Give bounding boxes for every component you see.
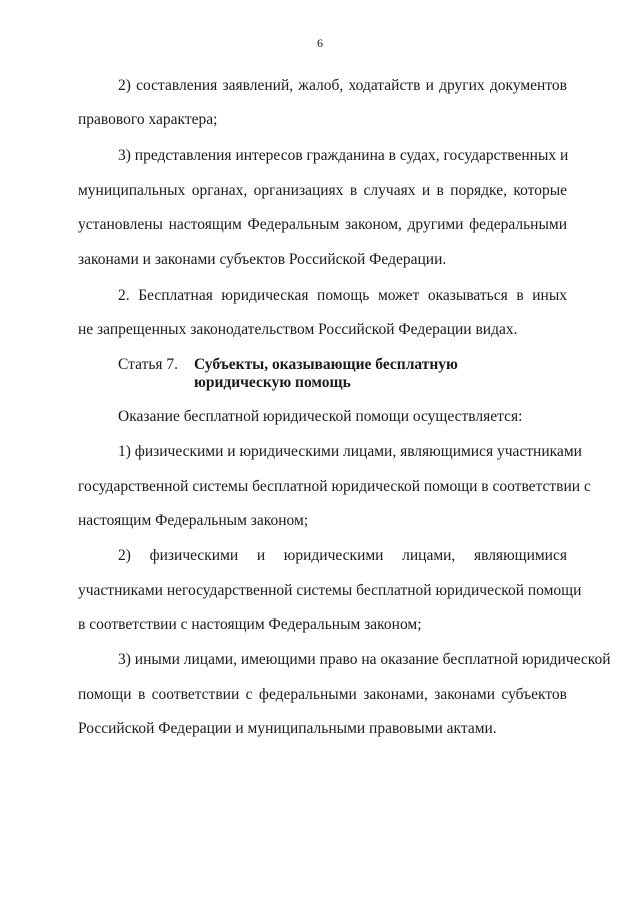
text-line: установлены настоящим Федеральным законом, другими федеральными [78,216,567,233]
text-line: 2) физическими и юридическими лицами, являющимися [118,547,567,564]
article-title-line: юридическую помощь [194,374,351,391]
text-line: не запрещенных законодательством Российской Федерации видах. [78,321,518,338]
text-line: Оказание бесплатной юридической помощи осуществляется: [118,408,523,425]
text-line: 1) физическими и юридическими лицами, являющимися участниками [118,443,582,460]
text-line: 3) иными лицами, имеющими право на оказание бесплатной юридической [118,651,611,668]
text-line: муниципальных органах, организациях в случаях и в порядке, которые [78,182,567,199]
article-number: Статья 7. [118,356,179,373]
text-line: в соответствии с настоящим Федеральным законом; [78,616,422,633]
text-line: государственной системы бесплатной юридической помощи в соответствии с [78,478,591,495]
text-line: 2. Бесплатная юридическая помощь может оказываться в иных [118,287,567,304]
text-line: Российской Федерации и муниципальными правовыми актами. [78,720,497,737]
text-line: участниками негосударственной системы бесплатной юридической помощи [78,582,582,599]
text-line: 2) составления заявлений, жалоб, ходатайств и других документов [118,77,567,94]
text-line: законами и законами субъектов Российской Федерации. [78,251,447,268]
article-title-line: Субъекты, оказывающие бесплатную [194,356,458,373]
text-line: правового характера; [78,111,218,128]
text-line: настоящим Федеральным законом; [78,512,309,529]
text-line: 3) представления интересов гражданина в судах, государственных и [118,147,569,164]
text-line: помощи в соответствии с федеральными законами, законами субъектов [78,686,567,703]
page-number: 6 [317,36,323,50]
